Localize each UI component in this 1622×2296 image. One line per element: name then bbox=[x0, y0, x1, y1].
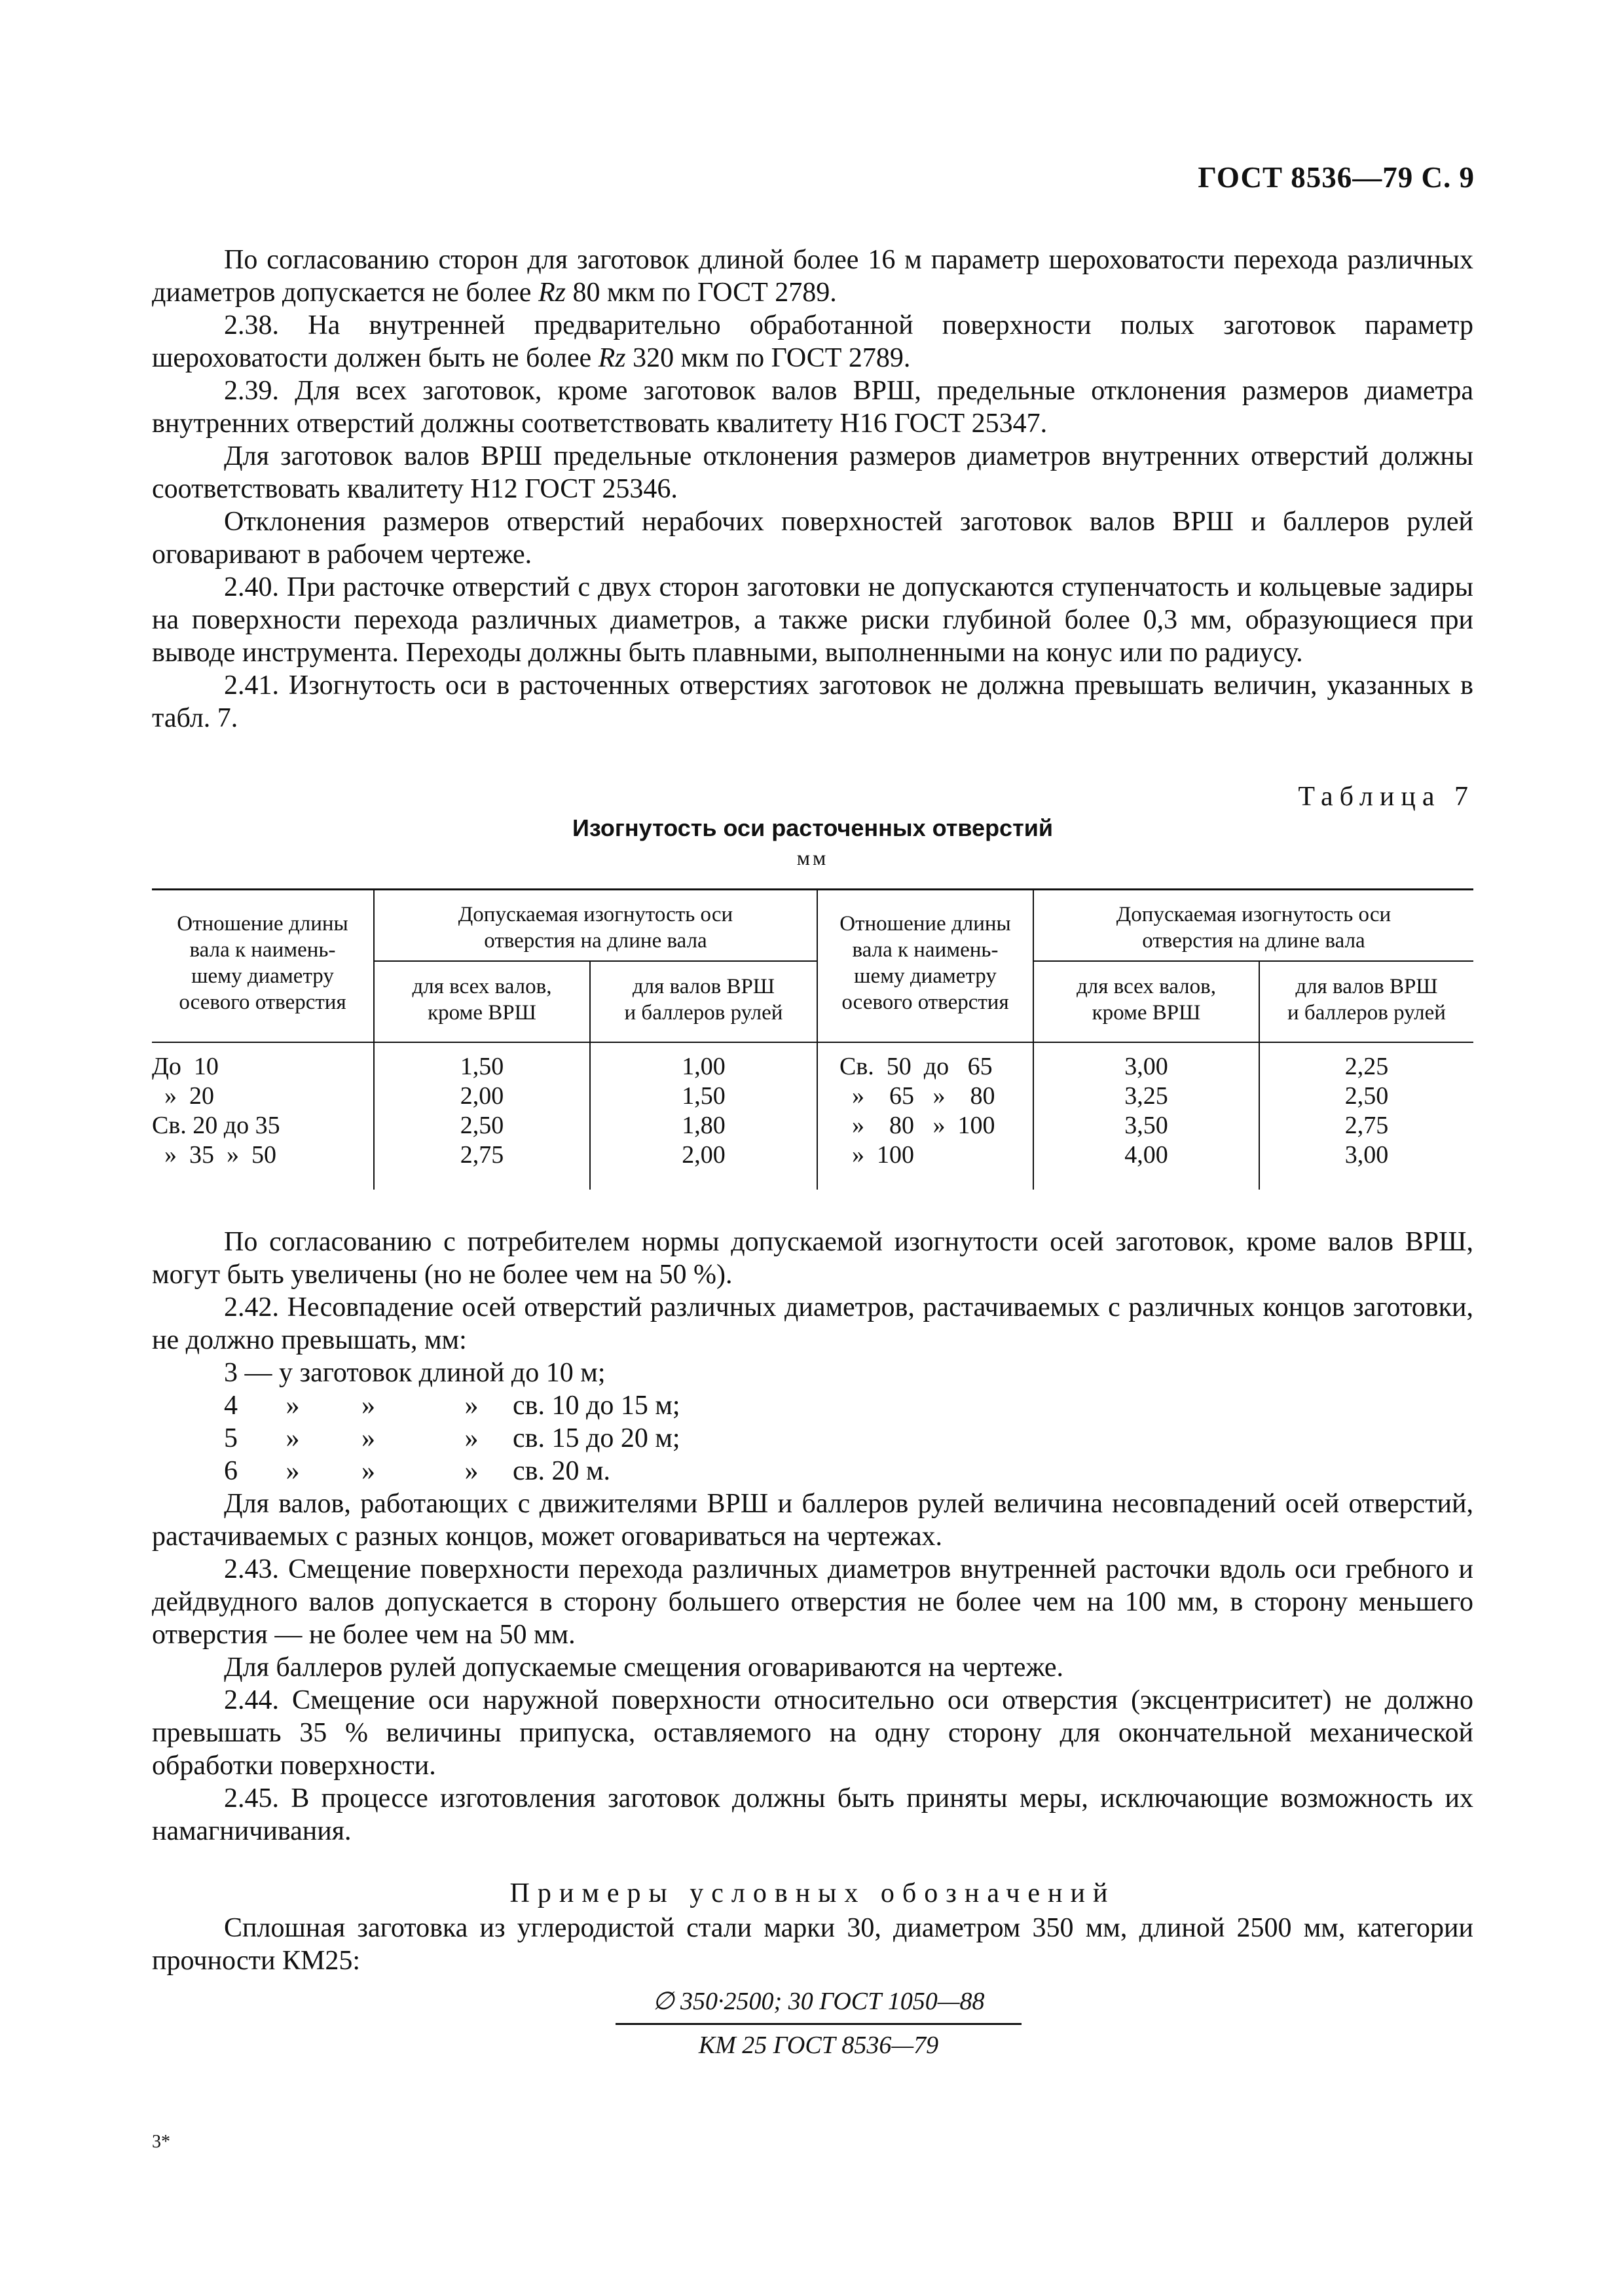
paragraph: Для валов, работающих с движителями ВРШ и баллеров рулей величина несовпадений осей отверстий, растачиваемых с разных концов, может оговариваться на чертежах. bbox=[152, 1489, 1473, 1552]
list-item: 5 » » » св. 15 до 20 м; bbox=[224, 1423, 680, 1453]
table-cell: 1,00 bbox=[682, 1053, 726, 1080]
table-cell: » 20 bbox=[152, 1082, 214, 1110]
subheader-rule bbox=[1033, 960, 1473, 962]
paragraph: По согласованию с потребителем нормы допускаемой изогнутости осей заготовок, кроме валов ВРШ, могут быть увеличены (но не более чем на 50 %). bbox=[152, 1227, 1473, 1290]
paragraph: По согласованию сторон для заготовок длиной более 16 м параметр шероховатости перехода различных диаметров допускается не более Rz 80 мкм по ГОСТ 2789. bbox=[152, 245, 1473, 308]
table-cell: 2,25 bbox=[1344, 1053, 1389, 1080]
table-cell: 2,00 bbox=[460, 1082, 504, 1110]
left-ratio-column bbox=[152, 1052, 368, 1170]
table-cell: 1,50 bbox=[682, 1082, 726, 1110]
table-cell: 3,00 bbox=[1124, 1053, 1168, 1080]
table-cell: 3,25 bbox=[1124, 1082, 1168, 1110]
table-cell: 3,50 bbox=[1124, 1112, 1168, 1139]
table-header-rule bbox=[152, 1042, 1473, 1043]
table-cell: 2,75 bbox=[1344, 1112, 1389, 1139]
paragraph: Для баллеров рулей допускаемые смещения оговариваются на чертеже. bbox=[224, 1652, 1064, 1683]
formula-denominator: КМ 25 ГОСТ 8536—79 bbox=[698, 2032, 939, 2059]
list-item: 4 » » » св. 10 до 15 м; bbox=[224, 1391, 680, 1421]
paragraph: 2.44. Смещение оси наружной поверхности относительно оси отверстия (эксцентриситет) не должно превышать 35 % величины припуска, оставляемого на одну сторону для окончательной механической обработки поверхности. bbox=[152, 1685, 1473, 1781]
header-sub-vrsh-left: для валов ВРШ и баллеров рулей bbox=[624, 975, 783, 1025]
header-allowed-left: Допускаемая изогнутость оси отверстия на длине вала bbox=[458, 903, 733, 953]
header-ratio-right: Отношение длины вала к наимень- шему диаметру осевого отверстия bbox=[839, 912, 1011, 1014]
table-cell: 1,50 bbox=[460, 1053, 504, 1080]
paragraph: 2.42. Несовпадение осей отверстий различных диаметров, растачиваемых с различных концов заготовки, не должно превышать, мм: bbox=[152, 1292, 1473, 1355]
table-units: мм bbox=[796, 846, 829, 869]
right-ratio-column bbox=[839, 1052, 1033, 1170]
paragraph: 2.41. Изогнутость оси в расточенных отверстиях заготовок не должна превышать величин, указанных в табл. 7. bbox=[152, 670, 1473, 733]
header-sub-all-left: для всех валов, кроме ВРШ bbox=[412, 975, 552, 1025]
table-title: Изогнутость оси расточенных отверстий bbox=[572, 814, 1053, 841]
table-cell: 2,00 bbox=[682, 1141, 726, 1169]
table-cell: Св. 50 до 65 bbox=[839, 1053, 993, 1080]
table-cell: 3,00 bbox=[1344, 1141, 1389, 1169]
table-cell: » 100 bbox=[839, 1141, 914, 1169]
header-sub-all-right: для всех валов, кроме ВРШ bbox=[1077, 975, 1216, 1025]
paragraph: Отклонения размеров отверстий нерабочих поверхностей заготовок валов ВРШ и баллеров рулей оговаривают в рабочем чертеже. bbox=[152, 507, 1473, 570]
table-cell: До 10 bbox=[152, 1053, 219, 1080]
formula-numerator: ∅ 350·2500; 30 ГОСТ 1050—88 bbox=[652, 1988, 985, 2015]
table-cell: Св. 20 до 35 bbox=[152, 1112, 280, 1139]
designation-formula bbox=[616, 1985, 1022, 2062]
top-paragraphs bbox=[152, 244, 1473, 735]
left-all-column bbox=[375, 1052, 589, 1170]
list-item: 6 » » » св. 20 м. bbox=[224, 1456, 611, 1486]
right-all-column bbox=[1034, 1052, 1259, 1170]
paragraph: Для заготовок валов ВРШ предельные отклонения размеров диаметров внутренних отверстий должны соответствовать квалитету Н12 ГОСТ 25346. bbox=[152, 441, 1473, 504]
table-cell: » 35 » 50 bbox=[152, 1141, 276, 1169]
header-allowed-right: Допускаемая изогнутость оси отверстия на длине вала bbox=[1116, 903, 1392, 953]
right-vrsh-column bbox=[1260, 1052, 1473, 1170]
page-footer-mark: 3* bbox=[152, 2132, 170, 2152]
paragraph: 2.45. В процессе изготовления заготовок должны быть приняты меры, исключающие возможность их намагничивания. bbox=[152, 1783, 1473, 1846]
table-top-rule bbox=[152, 888, 1473, 890]
left-vrsh-column bbox=[591, 1052, 817, 1170]
header-ratio-left: Отношение длины вала к наимень- шему диаметру осевого отверстия bbox=[177, 912, 348, 1014]
list-item: 3 — у заготовок длиной до 10 м; bbox=[224, 1358, 606, 1388]
paragraph: 2.38. На внутренней предварительно обработанной поверхности полых заготовок параметр шероховатости должен быть не более Rz 320 мкм по ГОСТ 2789. bbox=[152, 310, 1473, 373]
page-header: ГОСТ 8536—79 С. 9 bbox=[1198, 161, 1475, 194]
paragraph: 2.40. При расточке отверстий с двух сторон заготовки не допускаются ступенчатость и кольцевые задиры на поверхности перехода различных диаметров, а также риски глубиной более 0,3 мм, образующиеся при выводе инструмента. Переходы должны быть плавными, выполненными на конус или по радиусу. bbox=[152, 572, 1473, 668]
table-label: Таблица 7 bbox=[1298, 782, 1475, 812]
table-cell: 4,00 bbox=[1124, 1141, 1168, 1169]
paragraph: 2.43. Смещение поверхности перехода различных диаметров внутренней расточки вдоль оси гребного и дейдвудного валов допускается в сторону большего отверстия не более чем на 100 мм, в сторону меньшего отверстия — не более чем на 50 мм. bbox=[152, 1554, 1473, 1650]
table-cell: 2,50 bbox=[1344, 1082, 1389, 1110]
subheader-rule bbox=[373, 960, 817, 962]
table-cell: » 65 » 80 bbox=[839, 1082, 995, 1110]
table-cell: » 80 » 100 bbox=[839, 1112, 995, 1139]
paragraph: Сплошная заготовка из углеродистой стали марки 30, диаметром 350 мм, длиной 2500 мм, категории прочности КМ25: bbox=[152, 1913, 1473, 1976]
table-cell: 2,75 bbox=[460, 1141, 504, 1169]
table-7 bbox=[152, 888, 1473, 1190]
paragraph: 2.39. Для всех заготовок, кроме заготовок валов ВРШ, предельные отклонения размеров диаметра внутренних отверстий должны соответствовать квалитету Н16 ГОСТ 25347. bbox=[152, 376, 1473, 439]
examples-text-block bbox=[152, 1912, 1473, 1977]
header-sub-vrsh-right: для валов ВРШ и баллеров рулей bbox=[1287, 975, 1446, 1025]
middle-paragraphs bbox=[152, 1226, 1473, 1848]
table-cell: 1,80 bbox=[682, 1112, 726, 1139]
table-cell: 2,50 bbox=[460, 1112, 504, 1139]
examples-title: Примеры условных обозначений bbox=[509, 1878, 1116, 1908]
